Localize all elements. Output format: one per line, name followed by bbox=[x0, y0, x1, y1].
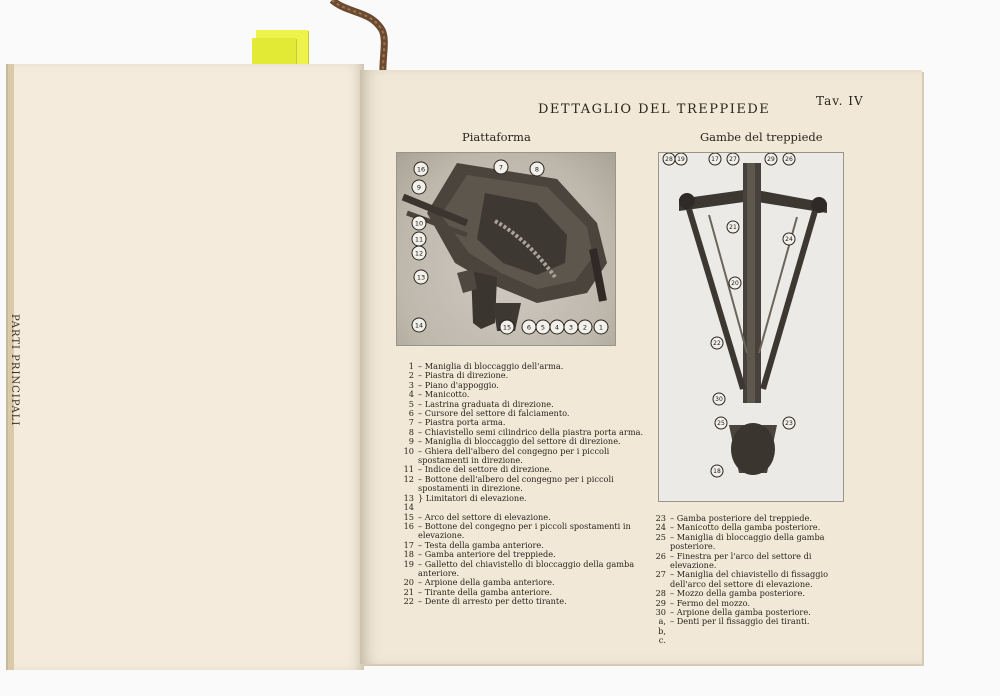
legend-item bbox=[400, 597, 644, 606]
legend-number: 23 bbox=[655, 513, 666, 523]
callout-label: 23 bbox=[785, 420, 793, 427]
callout-label: 12 bbox=[414, 249, 424, 258]
callout-label: 20 bbox=[731, 280, 739, 287]
right-page bbox=[360, 70, 922, 664]
legend-item bbox=[652, 617, 852, 645]
callout-label: 19 bbox=[677, 156, 685, 163]
legend-number: 7 bbox=[408, 417, 414, 428]
legend-number: 10 bbox=[403, 445, 414, 456]
legend-item bbox=[400, 560, 644, 579]
callout-label: 28 bbox=[665, 156, 673, 163]
legend-text: – Fermo del mozzo. bbox=[670, 597, 750, 608]
legend-item bbox=[652, 552, 852, 571]
legend-number: 18 bbox=[403, 549, 414, 560]
legend-number: 26 bbox=[655, 550, 666, 561]
legend-number: 20 bbox=[403, 577, 414, 588]
legend-item bbox=[400, 447, 644, 466]
left-page bbox=[6, 64, 364, 670]
callout-label: 24 bbox=[785, 236, 793, 243]
subtitle-piattaforma: Piattaforma bbox=[462, 130, 531, 144]
legend-text: – Maniglia del chiavistello di fissaggio dell'arco del settore di elevazione. bbox=[670, 569, 829, 589]
callout-label: 9 bbox=[416, 183, 422, 192]
callout-label: 11 bbox=[414, 235, 424, 244]
callout-label: 10 bbox=[414, 219, 424, 228]
legend-text: – Dente di arresto per detto tirante. bbox=[418, 596, 567, 607]
legend-number: 9 bbox=[408, 436, 414, 447]
callout-label: 17 bbox=[711, 156, 719, 163]
tripod-photo bbox=[658, 152, 844, 502]
legend-text: – Piastra porta arma. bbox=[418, 417, 506, 428]
legend-number: 17 bbox=[403, 539, 414, 550]
legend-number: 25 bbox=[655, 531, 666, 542]
legend-number: 12 bbox=[403, 473, 414, 484]
legend-text: – Arco del settore di elevazione. bbox=[418, 511, 551, 522]
callout-label: 15 bbox=[502, 323, 512, 332]
legend-text: – Manicotto della gamba posteriore. bbox=[670, 522, 821, 533]
spine-text: PARTI PRINCIPALI bbox=[9, 314, 20, 427]
legend-text: – Denti per il fissaggio dei tiranti. bbox=[670, 616, 810, 627]
legend-number: 19 bbox=[403, 558, 414, 569]
callout-label: 7 bbox=[498, 163, 504, 172]
legend-number: 27 bbox=[655, 569, 666, 580]
legend-item bbox=[400, 494, 644, 513]
legend-text: – Maniglia di bloccaggio dell'arma. bbox=[418, 361, 564, 371]
legend-number: 1 bbox=[408, 361, 414, 371]
legend-number: 21 bbox=[403, 586, 414, 597]
legend-number: 15 bbox=[403, 511, 414, 522]
page-heading: DETTAGLIO DEL TREPPIEDE bbox=[538, 102, 771, 117]
callout-label: 5 bbox=[540, 323, 546, 332]
legend-text: – Tirante della gamba anteriore. bbox=[418, 586, 553, 597]
legend-text: } Limitatori di elevazione. bbox=[418, 492, 527, 503]
callout-label: 21 bbox=[729, 224, 737, 231]
legend-text: – Testa della gamba anteriore. bbox=[418, 539, 544, 550]
callout-label: 22 bbox=[713, 340, 721, 347]
plate-number: Tav. IV bbox=[816, 94, 864, 108]
callout-label: 8 bbox=[534, 165, 540, 174]
legend-number: a, b, c. bbox=[658, 616, 666, 646]
callout-label: 16 bbox=[416, 165, 426, 174]
callout-label: 14 bbox=[414, 321, 424, 330]
legend-number: 24 bbox=[655, 522, 666, 533]
tripod-illustration bbox=[659, 153, 843, 501]
callout-label: 27 bbox=[729, 156, 737, 163]
legend-text: – Piastra di direzione. bbox=[418, 370, 509, 381]
callout-label: 29 bbox=[767, 156, 775, 163]
legend-item bbox=[400, 475, 644, 494]
callout-label: 3 bbox=[568, 323, 574, 332]
legend-number: 22 bbox=[403, 596, 414, 607]
legend-text: – Chiavistello semi cilindrico della piastra porta arma. bbox=[418, 426, 644, 437]
legend-text: – Gamba posteriore del treppiede. bbox=[670, 513, 812, 523]
callout-label: 2 bbox=[582, 323, 588, 332]
legend-number: 30 bbox=[655, 607, 666, 618]
legend-number: 29 bbox=[655, 597, 666, 608]
legend-number: 11 bbox=[403, 464, 414, 475]
legend-number: 28 bbox=[655, 588, 666, 599]
legend-right bbox=[652, 514, 852, 646]
legend-text: – Maniglia di bloccaggio del settore di direzione. bbox=[418, 436, 621, 447]
callout-label: 1 bbox=[598, 323, 604, 332]
legend-number: 13 14 bbox=[403, 492, 414, 513]
legend-number: 3 bbox=[408, 379, 414, 390]
callout-label: 25 bbox=[717, 420, 725, 427]
legend-number: 4 bbox=[408, 389, 414, 400]
legend-item bbox=[652, 533, 852, 552]
legend-text: – Finestra per l'arco del settore di elevazione. bbox=[670, 550, 812, 571]
legend-text: – Bottone dell'albero del congegno per i piccoli spostamenti in direzione. bbox=[418, 473, 614, 494]
legend-text: – Galletto del chiavistello di bloccaggio della gamba anteriore. bbox=[418, 558, 635, 578]
legend-text: – Piano d'appoggio. bbox=[418, 379, 499, 390]
legend-item bbox=[400, 522, 644, 541]
callout-label: 6 bbox=[526, 323, 532, 332]
callout-label: 30 bbox=[715, 396, 723, 403]
legend-text: – Cursore del settore di falciamento. bbox=[418, 408, 570, 419]
legend-text: – Manicotto. bbox=[418, 389, 470, 400]
legend-text: – Gamba anteriore del treppiede. bbox=[418, 549, 556, 560]
legend-left bbox=[400, 362, 644, 607]
legend-number: 8 bbox=[408, 426, 414, 437]
legend-text: – Maniglia di bloccaggio della gamba posteriore. bbox=[670, 531, 825, 552]
legend-text: – Ghiera dell'albero del congegno per i piccoli spostamenti in direzione. bbox=[418, 445, 610, 466]
legend-item bbox=[652, 570, 852, 589]
legend-text: – Lastrina graduata di direzione. bbox=[418, 398, 554, 409]
legend-text: – Mozzo della gamba posteriore. bbox=[670, 588, 805, 599]
callout-label: 13 bbox=[416, 273, 426, 282]
callout-label: 26 bbox=[785, 156, 793, 163]
callout-label: 4 bbox=[554, 323, 560, 332]
legend-number: 5 bbox=[408, 398, 414, 409]
legend-number: 2 bbox=[408, 370, 414, 381]
legend-text: – Bottone del congegno per i piccoli spostamenti in elevazione. bbox=[418, 520, 631, 541]
legend-number: 16 bbox=[403, 520, 414, 531]
platform-illustration bbox=[397, 153, 615, 345]
legend-text: – Indice del settore di direzione. bbox=[418, 464, 552, 475]
platform-photo bbox=[396, 152, 616, 346]
subtitle-gambe: Gambe del treppiede bbox=[700, 130, 823, 144]
legend-text: – Arpione della gamba posteriore. bbox=[670, 607, 811, 618]
legend-number: 6 bbox=[408, 408, 414, 419]
callout-label: 18 bbox=[713, 468, 721, 475]
legend-text: – Arpione della gamba anteriore. bbox=[418, 577, 555, 588]
